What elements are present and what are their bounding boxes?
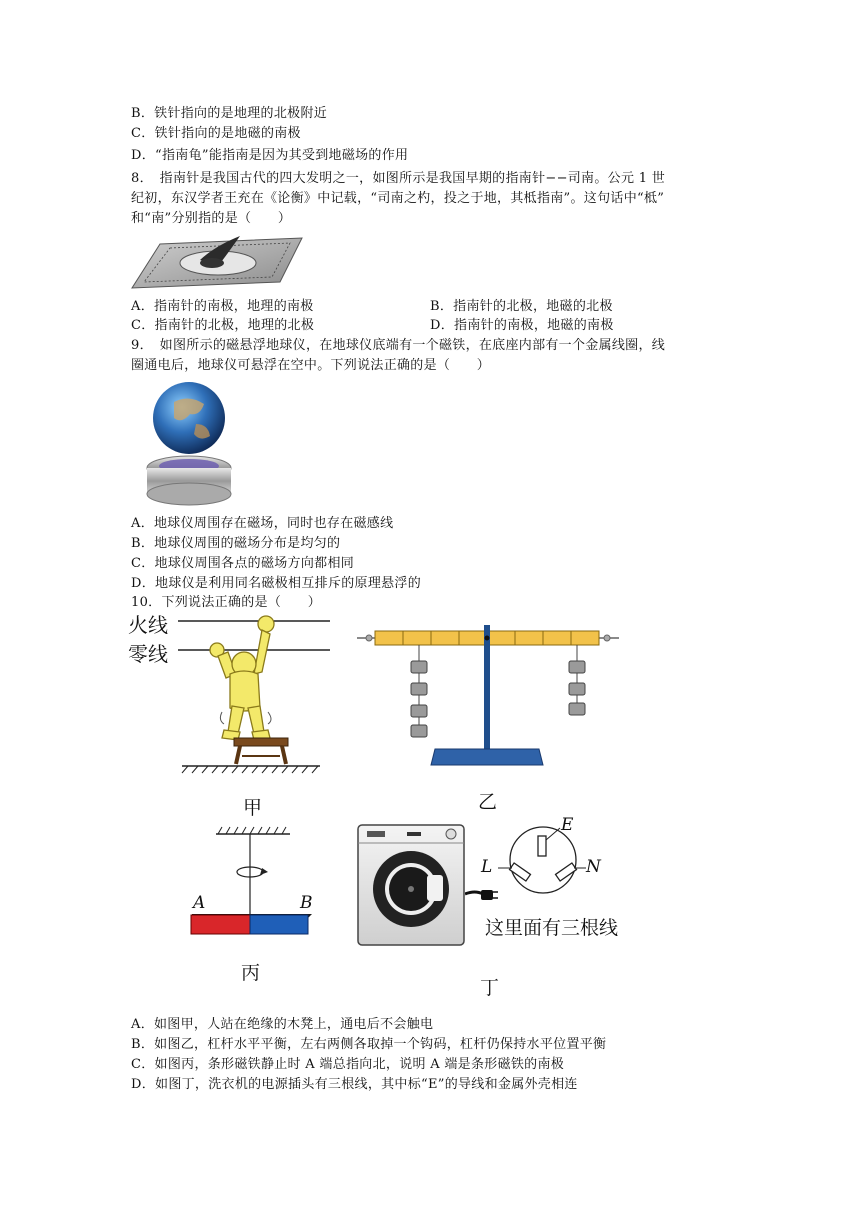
q10-stem: 10．下列说法正确的是（ ） [131,595,322,610]
figure-yi-caption: 乙 [478,791,498,813]
three-pin-plug-diagram [488,818,598,894]
q9-option-a: A．地球仪周围存在磁场，同时也存在磁感线 [131,516,394,531]
plug-pin-n-label: N [586,857,601,877]
q8-option-c: C．指南针的北极，地理的北极 [131,318,315,333]
q8-option-d: D．指南针的南极，地磁的南极 [430,318,614,333]
q9-option-c: C．地球仪周围各点的磁场方向都相同 [131,556,355,571]
q7-option-c: C．铁针指向的是地磁的南极 [131,126,301,141]
sinan-compass-image [130,230,310,292]
magnet-end-a-label: A [193,893,206,913]
lever-balance-figure [355,625,623,773]
q10-option-b: B．如图乙，杠杆水平平衡，左右两侧各取掉一个钩码，杠杆仍保持水平位置平衡 [131,1037,607,1052]
fire-wire-label: 火线 [128,613,168,637]
figure-bing-caption: 丙 [241,962,261,984]
q9-stem-line2: 圈通电后，地球仪可悬浮在空中。下列说法正确的是（ ） [131,358,491,373]
person-on-stool-figure [178,612,330,774]
plug-pin-l-label: L [481,857,493,877]
bar-magnet-figure [186,826,314,940]
magnet-end-b-label: B [300,893,313,913]
q10-option-a: A．如图甲，人站在绝缘的木凳上，通电后不会触电 [131,1017,434,1032]
q8-option-a: A．指南针的南极，地理的南极 [131,299,314,314]
q9-stem-line1: 9． 如图所示的磁悬浮地球仪，在地球仪底端有一个磁铁，在底座内部有一个金属线圈，线 [131,338,666,353]
q10-option-d: D．如图丁，洗衣机的电源插头有三根线，其中标“E”的导线和金属外壳相连 [131,1077,578,1092]
q8-stem-line1: 8． 指南针是我国古代的四大发明之一，如图所示是我国早期的指南针−−司南。公元 1 世 [131,171,665,186]
maglev-globe-image [134,380,244,510]
q9-option-d: D．地球仪是利用同名磁极相互排斥的原理悬浮的 [131,576,422,591]
q8-stem-line2: 纪初，东汉学者王充在《论衡》中记载，“司南之杓，投之于地，其柢指南”。这句话中“柢” [131,191,665,206]
q8-stem-line3: 和“南”分别指的是（ ） [131,211,292,226]
washing-machine-image [355,823,477,947]
three-wires-note: 这里面有三根线 [485,917,619,939]
zero-wire-label: 零线 [128,642,168,666]
plug-pin-e-label: E [561,815,574,835]
q8-option-b: B．指南针的北极，地磁的北极 [430,299,613,314]
q7-option-d: D．“指南龟”能指南是因为其受到地磁场的作用 [131,148,409,163]
figure-ding-caption: 丁 [480,977,500,999]
q7-option-b: B．铁针指向的是地理的北极附近 [131,106,328,121]
q9-option-b: B．地球仪周围的磁场分布是均匀的 [131,536,341,551]
figure-jia-caption: 甲 [243,797,263,819]
q10-option-c: C．如图丙，条形磁铁静止时 A 端总指向北，说明 A 端是条形磁铁的南极 [131,1057,565,1072]
